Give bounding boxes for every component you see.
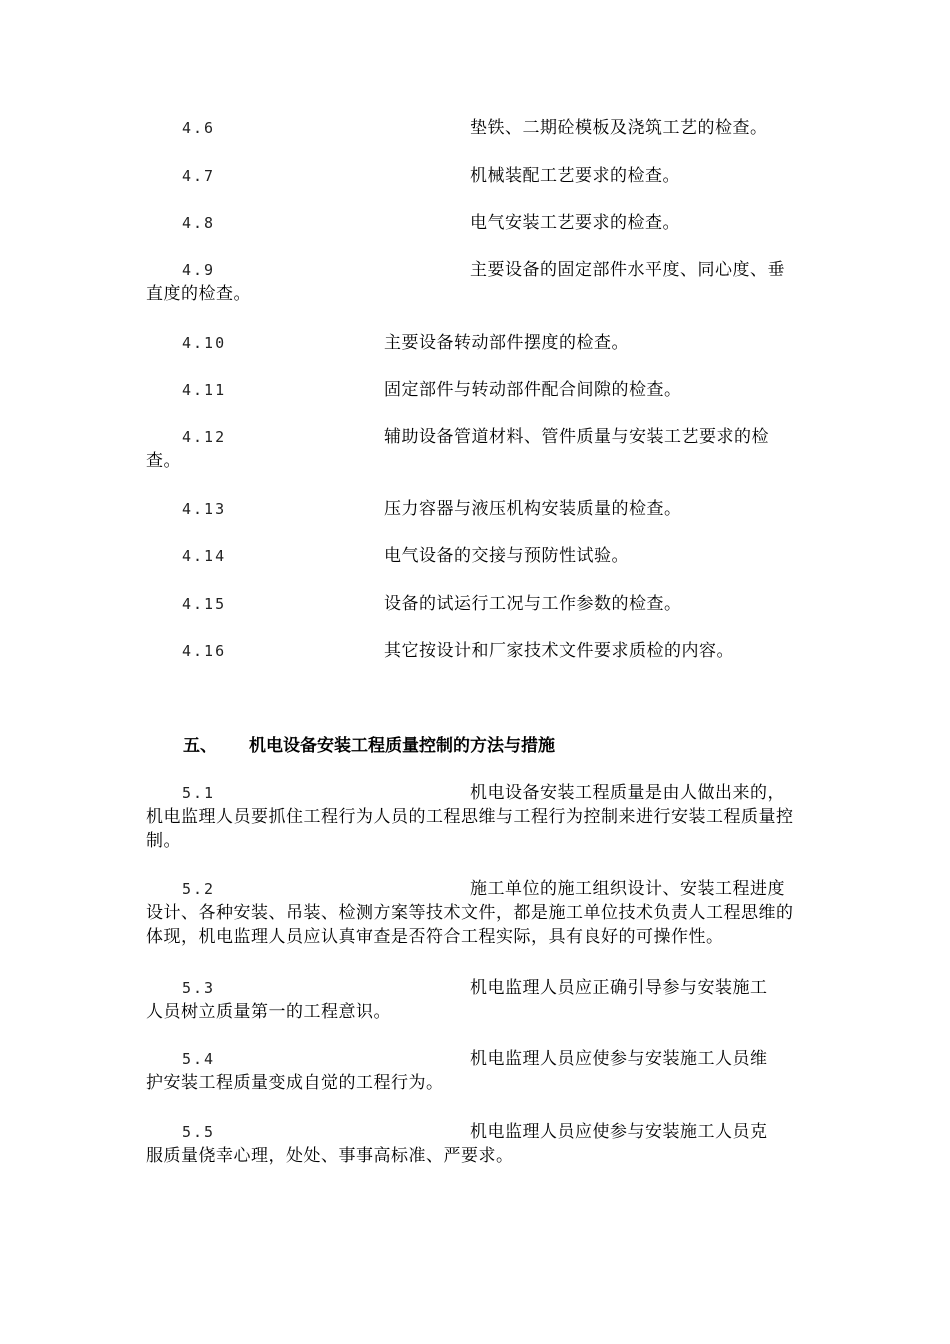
item-number: 4.9: [182, 261, 216, 279]
item-number: 4.16: [182, 642, 227, 660]
list-item: [146, 1120, 810, 1168]
section-number: 五、: [183, 736, 217, 756]
item-number: 5.5: [182, 1123, 216, 1141]
item-text-continued: 机电监理人员要抓住工程行为人员的工程思维与工程行为控制来进行安装工程质量控制。: [146, 807, 794, 851]
list-item: [146, 592, 810, 616]
item-number: 5.4: [182, 1050, 216, 1068]
item-text: 施工单位的施工组织设计、安装工程进度: [470, 879, 785, 899]
list-item: [146, 425, 810, 473]
list-item: [146, 544, 810, 568]
list-item: [146, 497, 810, 521]
list-item: [146, 639, 810, 663]
list-item: [146, 331, 810, 355]
item-text: 主要设备的固定部件水平度、同心度、垂: [470, 260, 785, 280]
list-item: [146, 378, 810, 402]
item-text: 机电监理人员应使参与安装施工人员克: [470, 1122, 768, 1142]
list-item: [146, 1047, 810, 1095]
list-item: [146, 781, 810, 853]
item-text: 主要设备转动部件摆度的检查。: [384, 333, 629, 353]
item-text-continued: 直度的检查。: [146, 284, 251, 304]
item-text: 电气安装工艺要求的检查。: [470, 213, 680, 233]
item-text: 机械装配工艺要求的检查。: [470, 166, 680, 186]
item-text: 其它按设计和厂家技术文件要求质检的内容。: [384, 641, 734, 661]
item-number: 4.14: [182, 547, 227, 565]
item-number: 4.15: [182, 595, 227, 613]
item-text: 电气设备的交接与预防性试验。: [384, 546, 629, 566]
list-item: [146, 258, 810, 306]
item-number: 4.6: [182, 119, 216, 137]
list-item: [146, 877, 810, 949]
list-item: [146, 976, 810, 1024]
item-text-continued: 查。: [146, 451, 181, 471]
item-text: 垫铁、二期砼模板及浇筑工艺的检查。: [470, 118, 768, 138]
item-text-continued: 设计、各种安装、吊装、检测方案等技术文件，都是施工单位技术负责人工程思维的体现，机电监理人员应认真审查是否符合工程实际，具有良好的可操作性。: [146, 903, 794, 947]
item-text: 压力容器与液压机构安装质量的检查。: [384, 499, 682, 519]
item-number: 4.12: [182, 428, 227, 446]
item-text: 机电设备安装工程质量是由人做出来的，: [470, 783, 785, 803]
item-text-continued: 人员树立质量第一的工程意识。: [146, 1002, 391, 1022]
list-item: [146, 116, 810, 140]
item-text: 设备的试运行工况与工作参数的检查。: [384, 594, 682, 614]
item-number: 5.3: [182, 979, 216, 997]
item-number: 5.2: [182, 880, 216, 898]
item-number: 5.1: [182, 784, 216, 802]
item-text: 机电监理人员应正确引导参与安装施工: [470, 978, 768, 998]
item-text-continued: 服质量侥幸心理，处处、事事高标准、严要求。: [146, 1146, 514, 1166]
item-number: 4.13: [182, 500, 227, 518]
section-title: 机电设备安装工程质量控制的方法与措施: [249, 736, 555, 756]
item-number: 4.8: [182, 214, 216, 232]
item-text: 辅助设备管道材料、管件质量与安装工艺要求的检: [384, 427, 769, 447]
item-number: 4.10: [182, 334, 227, 352]
item-number: 4.11: [182, 381, 227, 399]
list-item: [146, 164, 810, 188]
item-text: 固定部件与转动部件配合间隙的检查。: [384, 380, 682, 400]
item-text: 机电监理人员应使参与安装施工人员维: [470, 1049, 768, 1069]
item-text-continued: 护安装工程质量变成自觉的工程行为。: [146, 1073, 444, 1093]
list-item: [146, 211, 810, 235]
section-heading: [183, 734, 555, 758]
item-number: 4.7: [182, 167, 216, 185]
